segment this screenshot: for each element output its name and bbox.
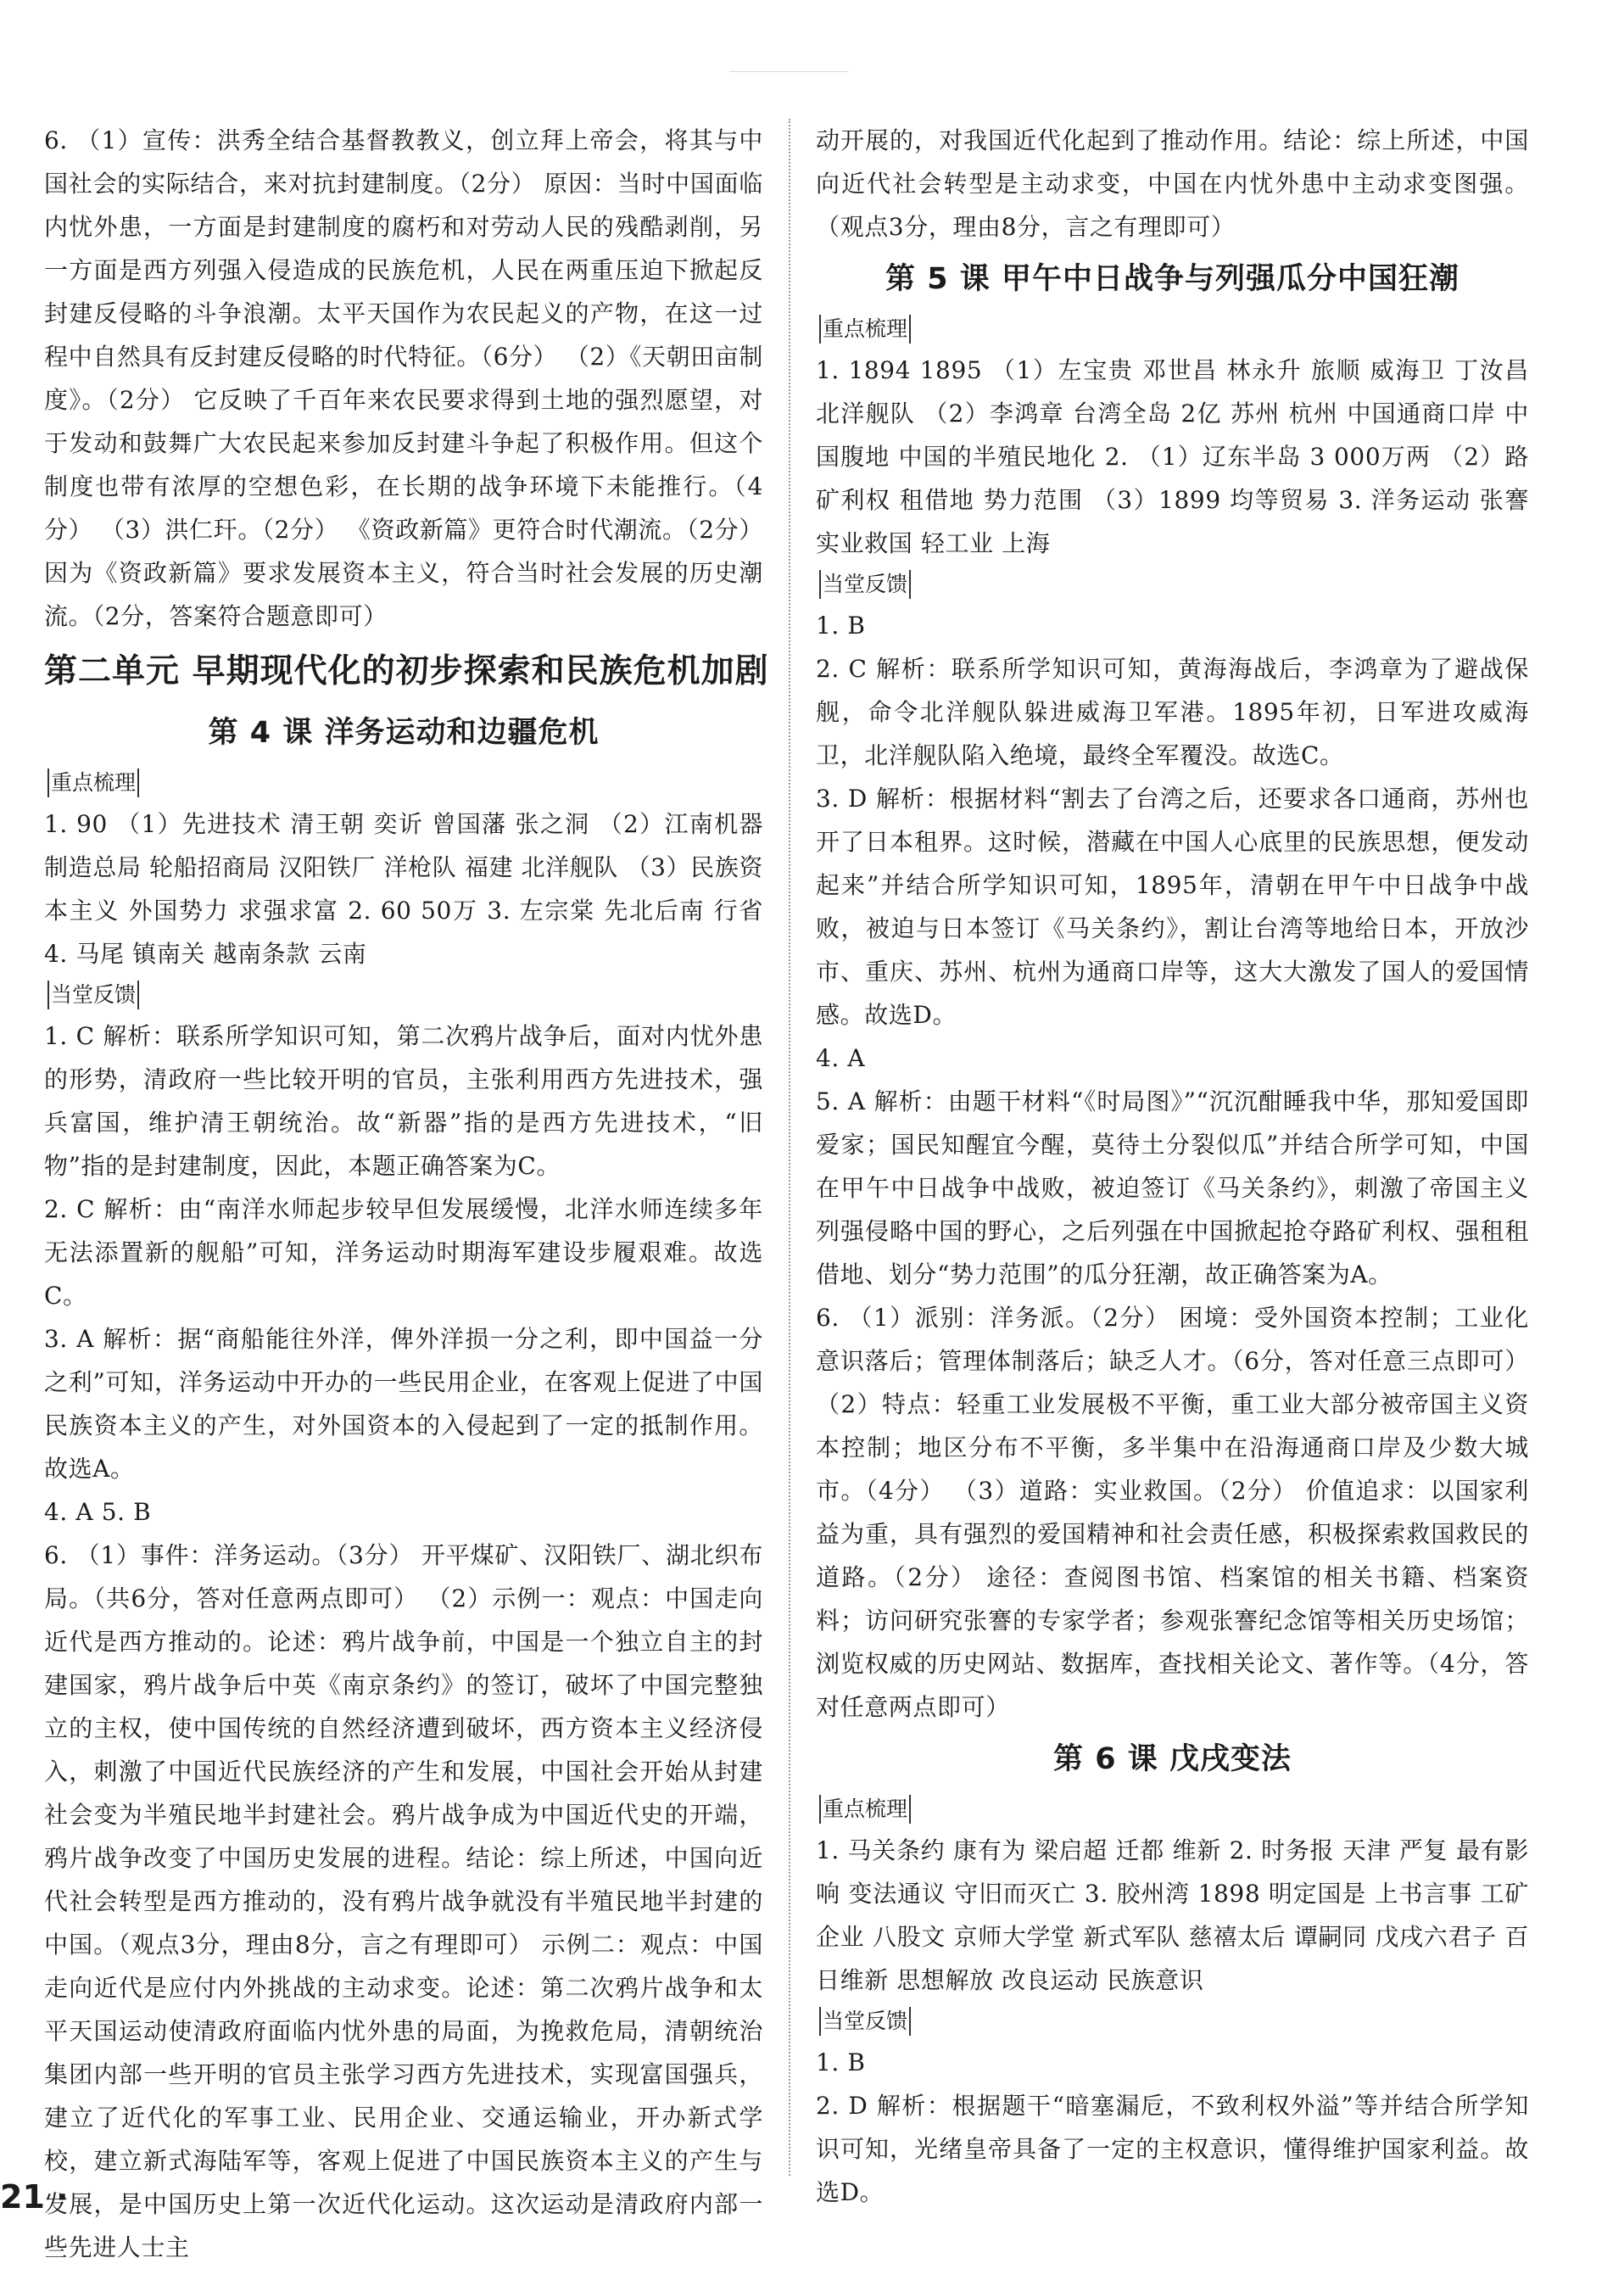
feedback-2: 2. C 解析：由“南洋水师起步较早但发展缓慢，北洋水师连续多年无法添置新的舰船”可知，洋务运动时期海军建设步履艰难。故选C。 bbox=[44, 1195, 763, 1310]
feedback-1: 1. B bbox=[816, 612, 866, 640]
page-number: 21 · bbox=[0, 2178, 69, 2216]
tag-feedback: 当堂反馈 bbox=[819, 570, 911, 599]
feedback-6: 6. （1）事件：洋务运动。（3分） 开平煤矿、汉阳铁厂、湖北织布局。（共6分，答对任意两点即可） （2）示例一：观点：中国走向近代是西方推动的。论述：鸦片战争前，中国是一个独立自主的封建国家，鸦片战争后中英《南京条约》的签订，破坏了中国完整独立的主权，使中国传统的自然经济遭到破坏，西方资本主义经济侵入，刺激了中国近代民族经济的产生和发展，中国社会开始从封建社会变为半殖民地半封建社会。鸦片战争成为中国近代史的开端，鸦片战争改变了中国历史发展的进程。结论：综上所述，中国向近代社会转型是西方推动的，没有鸦片战争就没有半殖民地半封建的中国。（观点3分，理由8分，言之有理即可） 示例二：观点：中国走向近代是应付内外挑战的主动求变。论述：第二次鸦片战争和太平天国运动使清政府面临内忧外患的局面，为挽救危局，清朝统治集团内部一些开明的官员主张学习西方先进技术，实现富国强兵，建立了近代化的军事工业、民用企业、交通运输业，开办新式学校，建立新式海陆军等，客观上促进了中国民族资本主义的产生与发展，是中国历史上第一次近代化运动。这次运动是清政府内部一些先进人士主 bbox=[44, 1541, 763, 2261]
key-points-lesson4: 1. 90 （1）先进技术 清王朝 奕䜣 曾国藩 张之洞 （2）江南机器制造总局 轮船招商局 汉阳铁厂 洋枪队 福建 北洋舰队 （3）民族资本主义 外国势力 求强求富 2. 60 50万 3. 左宗棠 先北后南 行省 4. 马尾 镇南关 越南条款 云南 bbox=[44, 810, 763, 968]
key-points-lesson6: 1. 马关条约 康有为 梁启超 迁都 维新 2. 时务报 天津 严复 最有影响 变法通议 守旧而灭亡 3. 胶州湾 1898 明定国是 上书言事 工矿企业 八股文 京师大学堂 新式军队 慈禧太后 谭嗣同 戊戌六君子 百日维新 思想解放 改良运动 民族意识 bbox=[816, 1836, 1529, 1994]
tag-feedback: 当堂反馈 bbox=[819, 2007, 911, 2036]
tag-key-points: 重点梳理 bbox=[47, 768, 139, 797]
feedback-6: 6. （1）派别：洋务派。（2分） 困境：受外国资本控制；工业化意识落后；管理体制落后；缺乏人才。（6分，答对任意三点即可） （2）特点：轻重工业发展极不平衡，重工业大部分被帝国主义资本控制；地区分布不平衡，多半集中在沿海通商口岸及少数大城市。（4分） （3）道路：实业救国。（2分） 价值追求：以国家利益为重，具有强烈的爱国精神和社会责任感，积极探索救国救民的道路。（2分） 途径：查阅图书馆、档案馆的相关书籍、档案资料；访问研究张謇的专家学者；参观张謇纪念馆等相关历史场馆；浏览权威的历史网站、数据库，查找相关论文、著作等。（4分，答对任意两点即可） bbox=[816, 1304, 1529, 1721]
feedback-3: 3. D 解析：根据材料“割去了台湾之后，还要求各口通商，苏州也开了日本租界。这时候，潜藏在中国人心底里的民族思想，便发动起来”并结合所学知识可知，1895年，清朝在甲午中日战争中战败，被迫与日本签订《马关条约》，割让台湾等地给日本，开放沙市、重庆、苏州、杭州为通商口岸等，这大大激发了国人的爱国情感。故选D。 bbox=[816, 785, 1529, 1029]
lesson-5-title: 第 5 课 甲午中日战争与列强瓜分中国狂潮 bbox=[885, 262, 1459, 296]
lesson6-feedback-2: 2. D 解析：根据题干“暗塞漏卮，不致利权外溢”等并结合所学知识可知，光绪皇帝具备了一定的主权意识，懂得维护国家利益。故选D。 bbox=[816, 2092, 1529, 2206]
right-column bbox=[816, 119, 1529, 2214]
feedback-1: 1. C 解析：联系所学知识可知，第二次鸦片战争后，面对内忧外患的形势，清政府一些比较开明的官员，主张利用西方先进技术，强兵富国，维护清王朝统治。故“新器”指的是西方先进技术，“旧物”指的是封建制度，因此，本题正确答案为C。 bbox=[44, 1022, 763, 1180]
column-divider bbox=[789, 119, 790, 2176]
lesson6-feedback-1: 1. B bbox=[816, 2048, 866, 2076]
feedback-4-5: 4. A 5. B bbox=[44, 1498, 152, 1526]
feedback-3: 3. A 解析：据“商船能往外洋，俾外洋损一分之利，即中国益一分之利”可知，洋务运动中开办的一些民用企业，在客观上促进了中国民族资本主义的产生，对外国资本的入侵起到了一定的抵制作用。故选A。 bbox=[44, 1325, 763, 1483]
tag-key-points: 重点梳理 bbox=[819, 315, 911, 344]
unit-title: 第二单元 早期现代化的初步探索和民族危机加剧 bbox=[44, 652, 769, 690]
feedback-4: 4. A bbox=[816, 1044, 866, 1072]
key-points-lesson5: 1. 1894 1895 （1）左宝贵 邓世昌 林永升 旅顺 威海卫 丁汝昌 北洋舰队 （2）李鸿章 台湾全岛 2亿 苏州 杭州 中国通商口岸 中国腹地 中国的半殖民地化 2. （1）辽东半岛 3 000万两 （2）路矿利权 租借地 势力范围 （3）1899 均等贸易 3. 洋务运动 张謇 实业救国 轻工业 上海 bbox=[816, 356, 1529, 557]
top-rule bbox=[729, 71, 848, 72]
answer-continued: 动开展的，对我国近代化起到了推动作用。结论：综上所述，中国向近代社会转型是主动求变，中国在内忧外患中主动求变图强。（观点3分，理由8分，言之有理即可） bbox=[816, 126, 1529, 241]
left-column bbox=[44, 119, 769, 2269]
lesson-4-title: 第 4 课 洋务运动和边疆危机 bbox=[208, 716, 600, 750]
tag-key-points: 重点梳理 bbox=[819, 1795, 911, 1824]
tag-feedback: 当堂反馈 bbox=[47, 981, 139, 1009]
feedback-5: 5. A 解析：由题干材料“《时局图》”“沉沉酣睡我中华，那知爱国即爱家；国民知醒宜今醒，莫待土分裂似瓜”并结合所学可知，中国在甲午中日战争中战败，被迫签订《马关条约》，刺激了帝国主义列强侵略中国的野心，之后列强在中国掀起抢夺路矿利权、强租租借地、划分“势力范围”的瓜分狂潮，故正确答案为A。 bbox=[816, 1087, 1529, 1288]
answer-q6-taiping: 6. （1）宣传：洪秀全结合基督教教义，创立拜上帝会，将其与中国社会的实际结合，来对抗封建制度。（2分） 原因：当时中国面临内忧外患，一方面是封建制度的腐朽和对劳动人民的残酷剥削，另一方面是西方列强入侵造成的民族危机，人民在两重压迫下掀起反封建反侵略的斗争浪潮。太平天国作为农民起义的产物，在这一过程中自然具有反封建反侵略的时代特征。（6分） （2）《天朝田亩制度》。（2分） 它反映了千百年来农民要求得到土地的强烈愿望，对于发动和鼓舞广大农民起来参加反封建斗争起了积极作用。但这个制度也带有浓厚的空想色彩，在长期的战争环境下未能推行。（4分） （3）洪仁玕。（2分） 《资政新篇》更符合时代潮流。（2分） 因为《资政新篇》要求发展资本主义，符合当时社会发展的历史潮流。（2分，答案符合题意即可） bbox=[44, 126, 763, 630]
lesson-6-title: 第 6 课 戊戌变法 bbox=[1053, 1742, 1292, 1776]
feedback-2: 2. C 解析：联系所学知识可知，黄海海战后，李鸿章为了避战保舰，命令北洋舰队躲进威海卫军港。1895年初，日军进攻威海卫，北洋舰队陷入绝境，最终全军覆没。故选C。 bbox=[816, 655, 1529, 769]
